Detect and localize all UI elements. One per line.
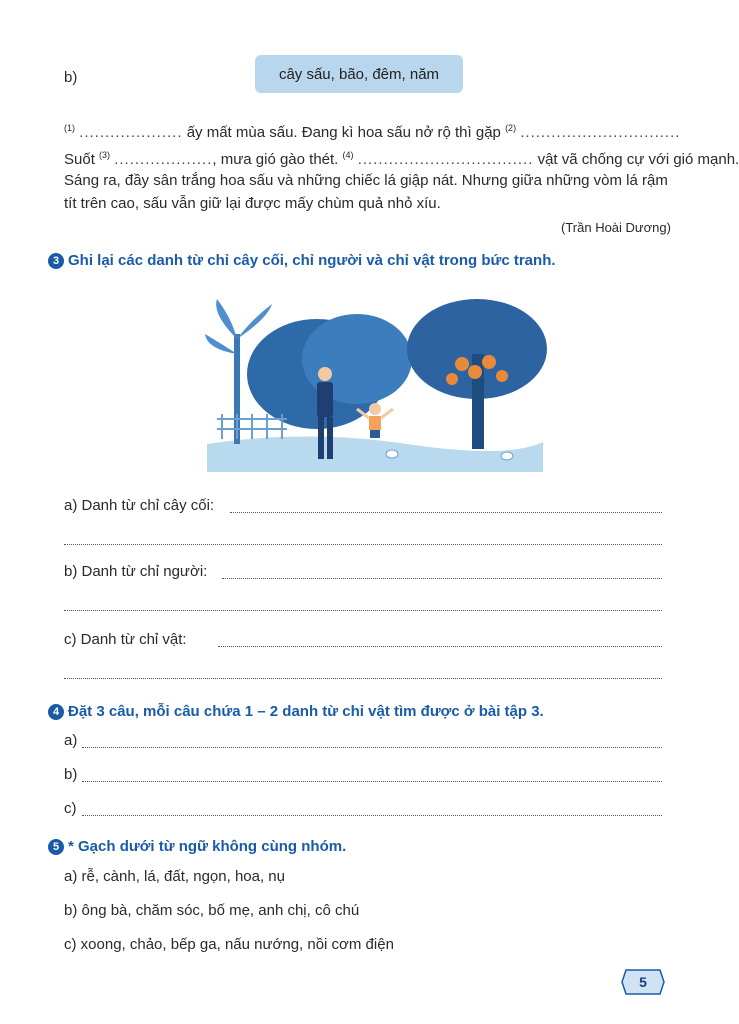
passage-text: Suốt [64,151,95,168]
ex4-b-label: b) [64,766,78,783]
ex3-b-label: b) Danh từ chỉ người: [64,563,208,580]
answer-line[interactable] [82,746,662,748]
ex5-item-a: a) rễ, cành, lá, đất, ngọn, hoa, nụ [64,868,285,885]
ex3-title: Ghi lại các danh từ chỉ cây cối, chỉ người và chỉ vật trong bức tranh. [68,252,556,269]
ex5-star: * [68,838,74,855]
ex3-c-label: c) Danh từ chỉ vật: [64,631,187,648]
ex5-item-b: b) ông bà, chăm sóc, bố mẹ, anh chị, cô chú [64,902,360,919]
ex4-c-label: c) [64,800,77,817]
illustration-scene [207,294,543,472]
ex5-number: 5 [48,839,64,855]
answer-line[interactable] [218,645,662,647]
ex3-number: 3 [48,253,64,269]
answer-line[interactable] [230,511,662,513]
ex5-title: Gạch dưới từ ngữ không cùng nhóm. [78,838,347,855]
blank-2[interactable]: ............................... [520,124,681,141]
passage-text: ấy mất mùa sấu. Đang kì hoa sấu nở rộ thì gặp [186,124,501,141]
answer-line[interactable] [82,780,662,782]
passage-line-2 [64,145,739,170]
blank-1[interactable]: .................... [79,124,183,141]
page-number: 5 [639,974,647,990]
part-b-label: b) [64,69,78,86]
author: (Trần Hoài Dương) [561,220,671,235]
answer-line[interactable] [64,609,662,611]
blank-number-3: (3) [99,150,111,160]
illustration-image [207,294,543,472]
ex4-a-label: a) [64,732,78,749]
passage-line-3: Sáng ra, đầy sân trắng hoa sấu và những chiếc lá giập nát. Nhưng giữa những vòm lá rậm [64,172,668,189]
answer-line[interactable] [64,677,662,679]
blank-4[interactable]: .................................. [357,151,534,168]
ex5-heading [48,837,346,857]
blank-number-1: (1) [64,123,75,133]
ex4-number: 4 [48,704,64,720]
answer-line[interactable] [64,543,662,545]
ex3-heading [48,251,556,271]
passage-line-4: tít trên cao, sấu vẫn giữ lại được mấy chùm quả nhỏ xíu. [64,195,441,212]
word-box: cây sấu, bão, đêm, năm [255,55,463,93]
passage-text: , mưa gió gào thét. [212,151,339,168]
passage-text: vật vã chống cự với gió mạnh. [537,151,739,168]
ex3-a-label: a) Danh từ chỉ cây cối: [64,497,215,514]
ex5-item-c: c) xoong, chảo, bếp ga, nấu nướng, nồi cơm điện [64,936,394,953]
blank-number-4: (4) [342,150,354,160]
answer-line[interactable] [222,577,662,579]
ex4-heading [48,702,544,722]
blank-number-2: (2) [505,123,517,133]
ex4-title: Đặt 3 câu, mỗi câu chứa 1 – 2 danh từ chỉ vật tìm được ở bài tập 3. [68,703,544,720]
passage-line-1 [64,118,680,143]
answer-line[interactable] [82,814,662,816]
blank-3[interactable]: ................... [114,151,213,168]
